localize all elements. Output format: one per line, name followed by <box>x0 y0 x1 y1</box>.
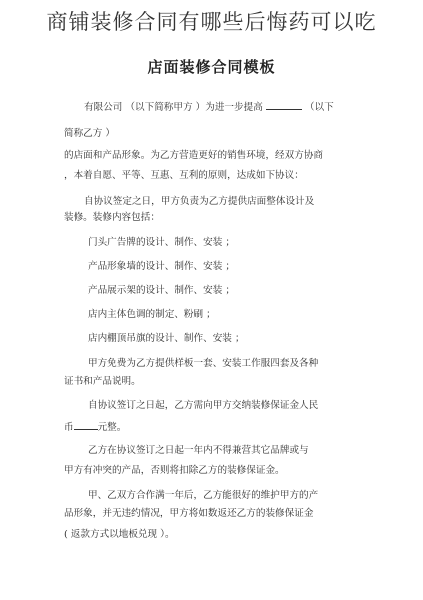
party-line-1-suffix: （以下 <box>304 102 334 113</box>
clause3-line-1: 自协议签订之日起，乙方需向甲方交纳装修保证金人民 <box>88 400 319 411</box>
clause4-line-1: 乙方在协议签订之日起一年内不得兼营其它品牌或与 <box>88 445 309 456</box>
party-line-1-text: 有限公司 （以下简称甲方 ）为进一步提高 <box>84 102 263 113</box>
party-line-2: 简称乙方 ） <box>64 128 116 139</box>
intro-line-1: 的店面和产品形象。为乙方营造更好的销售环境，经双方协商 <box>64 150 324 161</box>
clause4-line-2: 甲方有冲突的产品，否则将扣除乙方的装修保证金。 <box>64 465 285 476</box>
page-headline: 商铺装修合同有哪些后悔药可以吃 <box>46 10 377 34</box>
list-item: 店内主体色调的制定、粉刷 ； <box>88 309 216 320</box>
list-item: 产品形象墙的设计、制作、安装 ； <box>88 261 235 272</box>
list-item: 门头广告牌的设计、制作、安装 ； <box>88 237 235 248</box>
clause5-line-3: ( 返款方式以地板兑现 ）。 <box>64 529 175 540</box>
clause5-line-1: 甲、乙双方合作满一年后，乙方能很好的维护甲方的产 <box>88 490 319 501</box>
document-title: 店面装修合同模板 <box>147 58 276 76</box>
list-item: 产品展示架的设计、制作、安装 ； <box>88 285 235 296</box>
intro-line-2: ，本着自愿、平等、互惠、互利的原则，达成如下协议： <box>64 170 304 181</box>
clause3-currency-prefix: 币 <box>64 422 74 433</box>
clause5-line-2: 品形象，并无违约情况，甲方将如数返还乙方的装修保证金 <box>64 508 314 519</box>
party-line-1 <box>84 100 334 114</box>
clause3-line-2 <box>64 420 126 434</box>
blank-field-party <box>266 100 302 110</box>
clause1-line-1: 自协议签定之日，甲方负责为乙方提供店面整体设计及 <box>84 196 315 207</box>
list-item: 店内棚顶吊旗的设计、制作、安装 ； <box>88 333 245 344</box>
clause3-currency-suffix: 元整。 <box>97 422 127 433</box>
blank-field-amount <box>74 420 98 430</box>
clause2-line-2: 证书和产品说明。 <box>64 376 141 387</box>
clause2-line-1: 甲方免费为乙方提供样板一套、安装工作服四套及各种 <box>88 358 319 369</box>
clause1-line-2: 装修。装修内容包括： <box>64 212 160 223</box>
